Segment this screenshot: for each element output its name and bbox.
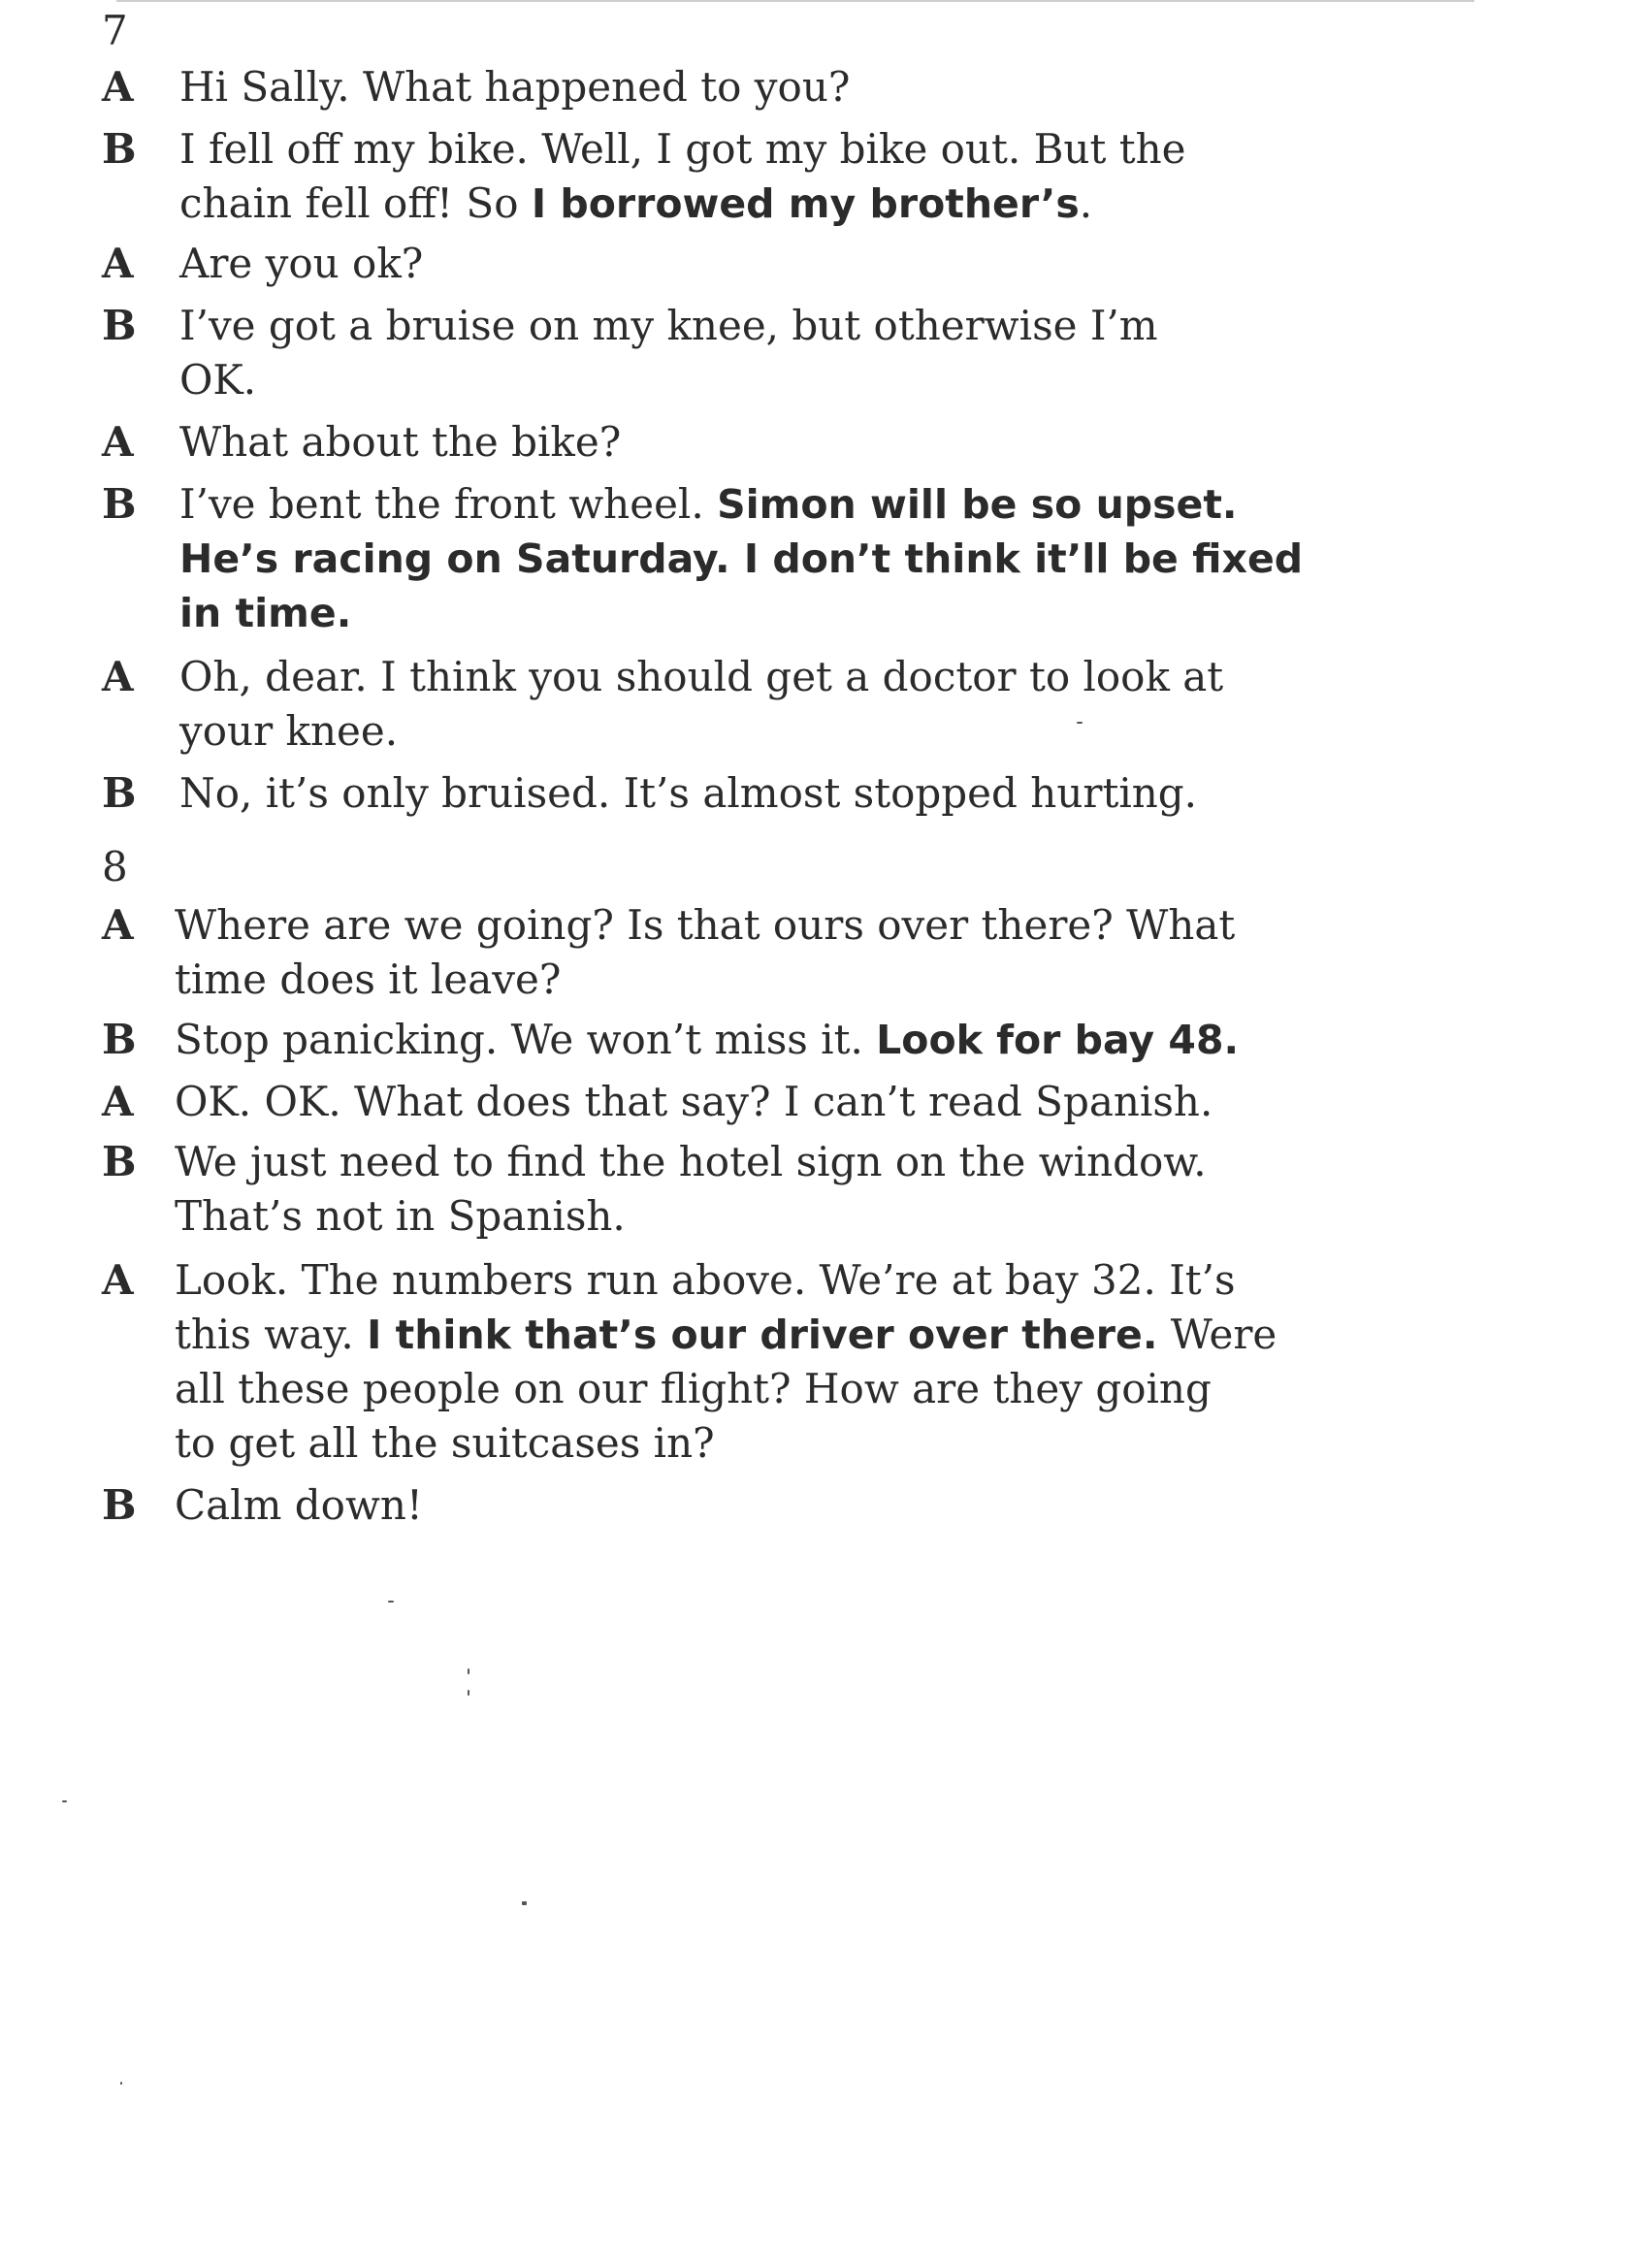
dialogue-text: OK. OK. What does that say? I can’t read Spanish.: [175, 1078, 1213, 1125]
dialogue-text: Stop panicking. We won’t miss it. Look for bay 48.: [175, 1016, 1240, 1063]
section-number: 7: [102, 7, 128, 54]
speaker-label: B: [102, 1138, 137, 1185]
scan-speck: [62, 1800, 67, 1802]
scan-edge: [116, 0, 1474, 2]
dialogue-text: Look. The numbers run above. We’re at bay 32. It’s this way. I think that’s our driver over there. Were all these people on our flight? How are they going to get all the suitcases in?: [175, 1256, 1277, 1467]
dialogue-text: I’ve got a bruise on my knee, but otherwise I’m OK.: [179, 302, 1158, 404]
dialogue-text: Are you ok?: [179, 240, 424, 287]
speaker-label: B: [102, 769, 137, 817]
dialogue-text: Where are we going? Is that ours over there? What time does it leave?: [175, 901, 1236, 1003]
dialogue-text: No, it’s only bruised. It’s almost stopped hurting.: [179, 769, 1198, 817]
section-number: 8: [102, 843, 128, 891]
scan-speck: [120, 2082, 122, 2085]
speaker-label: B: [102, 302, 137, 349]
speaker-label: A: [102, 901, 134, 949]
dialogue-text: Hi Sally. What happened to you?: [179, 63, 851, 111]
dialogue-text: I’ve bent the front wheel. Simon will be so upset. He’s racing on Saturday. I don’t think it’ll be fixed in time.: [179, 480, 1304, 636]
speaker-label: A: [102, 1078, 134, 1125]
scan-speck: [388, 1601, 394, 1603]
scan-speck: [468, 1669, 469, 1674]
speaker-label: B: [102, 1481, 137, 1529]
dialogue-text: We just need to find the hotel sign on the window. That’s not in Spanish.: [175, 1138, 1207, 1240]
dialogue-text: I fell off my bike. Well, I got my bike out. But the chain fell off! So I borrowed my brother’s.: [179, 125, 1186, 227]
speaker-label: A: [102, 240, 134, 287]
speaker-label: A: [102, 63, 134, 111]
speaker-label: A: [102, 653, 134, 700]
dialogue-text: Oh, dear. I think you should get a doctor to look at your knee.: [179, 653, 1224, 755]
dialogue-text: What about the bike?: [179, 418, 622, 466]
speaker-label: A: [102, 1256, 134, 1304]
speaker-label: B: [102, 1016, 137, 1063]
speaker-label: B: [102, 125, 137, 173]
scan-speck: [1077, 722, 1083, 724]
scan-speck: [522, 1901, 527, 1905]
speaker-label: A: [102, 418, 134, 466]
scan-speck: [468, 1690, 469, 1696]
speaker-label: B: [102, 480, 137, 528]
dialogue-text: Calm down!: [175, 1481, 423, 1529]
